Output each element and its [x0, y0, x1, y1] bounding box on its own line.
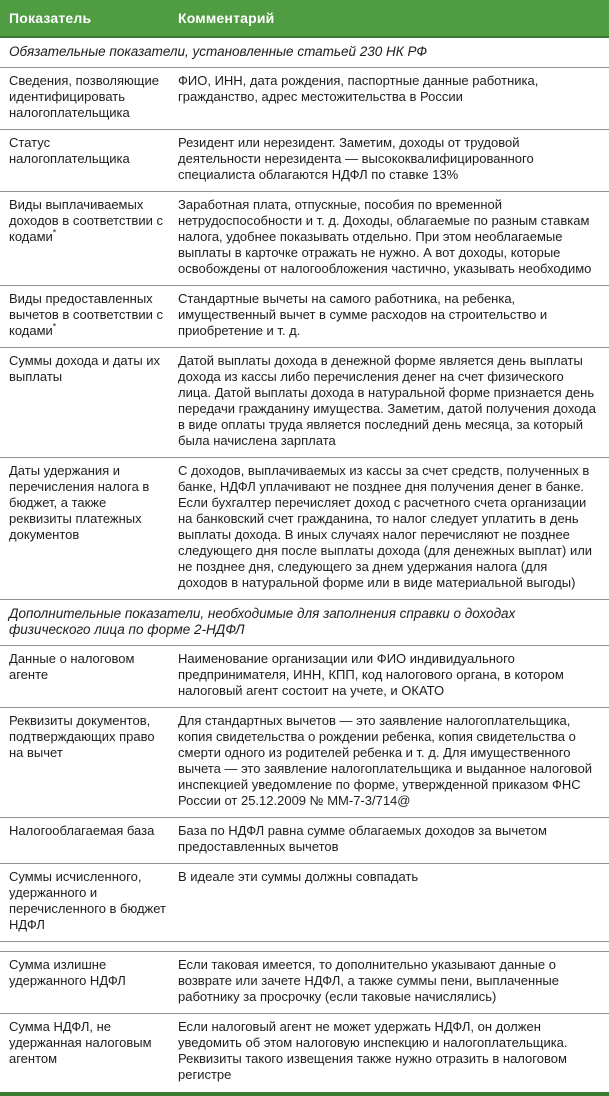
indicator-cell [0, 197, 178, 277]
comment-cell: С доходов, выплачиваемых из кассы за счет средств, полученных в банке, НДФЛ уплачивают не позднее дня получения денег в банке. Если бухгалтер перечисляет доход с расчетного счета организации на банковский счет гражданина, то налог следует уплатить в день выплаты дохода. В иных случаях налог перечисляют не позднее следующего дня после выплаты дохода (для денежных выплат) или не позднее дня, следующего за днем удержания налога (для доходов в натуральной форме или в виде материальной выгоды) [178, 463, 593, 590]
indicator-text: Суммы дохода и даты их выплаты [9, 353, 161, 384]
comment-cell: Датой выплаты дохода в денежной форме является день выплаты дохода из кассы либо перечисления денег на счет физического лица. Датой выплаты дохода в натуральной форме признается день передачи гражданину имущества. Заметим, датой получения дохода в виде оплаты труда является последний день месяца, за который была начислена зарплата [178, 353, 596, 448]
indicator-text: Сведения, позволяющие идентифицировать налогоплательщика [9, 73, 159, 120]
indicator-cell [0, 957, 178, 1005]
table-row [0, 192, 609, 286]
header-comment: Комментарий [178, 10, 275, 26]
indicator-text: Виды выплачиваемых доходов в соответствии с кодами [9, 197, 163, 244]
table-row [0, 458, 609, 600]
page-break-divider [0, 942, 609, 952]
comment-cell: Для стандартных вычетов — это заявление налогоплательщика, копия свидетельства о рождении ребенка, копия свидетельства о смерти одного из родителей ребенка и т. д. Для имущественного вычета — это заявление налогоплательщика и выданное налоговой инспекцией уведомление по форме, утвержденной приказом ФНС России от 25.12.2009 № ММ-7-3/714@ [178, 713, 593, 808]
table-row [0, 68, 609, 130]
indicator-text: Сумма НДФЛ, не удержанная налоговым агентом [9, 1019, 152, 1066]
indicator-text: Сумма излишне удержанного НДФЛ [9, 957, 126, 988]
section-title-additional: Дополнительные показатели, необходимые для заполнения справки о доходах физического лица по форме 2-НДФЛ [0, 600, 609, 646]
indicator-cell [0, 1019, 178, 1083]
table-row [0, 708, 609, 818]
indicator-cell [0, 291, 178, 339]
section-title-mandatory: Обязательные показатели, установленные статьей 230 НК РФ [0, 38, 609, 68]
table-row [0, 864, 609, 942]
indicator-text: Реквизиты документов, подтверждающих право на вычет [9, 713, 155, 760]
table-row [0, 646, 609, 708]
indicator-text: Суммы исчисленного, удержанного и перечисленного в бюджет НДФЛ [9, 869, 166, 932]
table-row [0, 286, 609, 348]
comment-cell: В идеале эти суммы должны совпадать [178, 869, 419, 884]
indicator-text: Налогооблагаемая база [9, 823, 155, 838]
footnote-asterisk: * [52, 227, 57, 238]
header-indicator: Показатель [9, 10, 92, 26]
indicator-cell [0, 651, 178, 699]
comment-cell: База по НДФЛ равна сумме облагаемых доходов за вычетом предоставленных вычетов [178, 823, 547, 854]
indicator-text: Статус налогоплательщика [9, 135, 130, 166]
table-row [0, 348, 609, 458]
table-row [0, 952, 609, 1014]
indicator-text: Даты удержания и перечисления налога в бюджет, а также реквизиты платежных документов [9, 463, 150, 542]
comment-cell: Наименование организации или ФИО индивидуального предпринимателя, ИНН, КПП, код налогового органа, в котором налоговый агент состоит на учете, и ОКАТО [178, 651, 564, 698]
indicator-cell [0, 869, 178, 933]
comment-cell: Стандартные вычеты на самого работника, на ребенка, имущественный вычет в сумме расходов на строительство и приобретение и т. д. [178, 291, 548, 338]
comment-cell: Заработная плата, отпускные, пособия по временной нетрудоспособности и т. д. Доходы, облагаемые по разным ставкам налога, удобнее показывать отдельно. При этом необлагаемые выплаты в карточке отражать не нужно. А вот доходы, которые освобождены от налогообложения частично, указывать необходимо [178, 197, 592, 276]
indicator-cell [0, 463, 178, 591]
comment-cell: ФИО, ИНН, дата рождения, паспортные данные работника, гражданство, адрес местожительства в России [178, 73, 539, 104]
comment-cell: Резидент или нерезидент. Заметим, доходы от трудовой деятельности нерезидента — высококвалифицированного специалиста облагаются НДФЛ по ставке 13% [178, 135, 534, 182]
footnote-asterisk: * [52, 321, 57, 332]
table-row [0, 1014, 609, 1091]
table-header-row [0, 0, 609, 38]
comment-cell: Если таковая имеется, то дополнительно указывают данные о возврате или зачете НДФЛ, а также суммы пени, выплаченные работнику за просрочку (если таковые начислялись) [178, 957, 559, 1004]
comment-cell: Если налоговый агент не может удержать НДФЛ, он должен уведомить об этом налоговую инспекцию и налогоплательщика. Реквизиты такого извещения также нужно отразить в налоговом регистре [178, 1019, 568, 1082]
indicator-cell [0, 135, 178, 183]
indicator-text: Виды предоставленных вычетов в соответствии с кодами [9, 291, 164, 338]
indicator-cell [0, 73, 178, 121]
indicator-cell [0, 823, 178, 855]
indicator-cell [0, 353, 178, 449]
table-row [0, 130, 609, 192]
table-bottom-rule [0, 1092, 609, 1096]
table-row [0, 818, 609, 864]
indicator-cell [0, 713, 178, 809]
indicator-text: Данные о налоговом агенте [9, 651, 135, 682]
